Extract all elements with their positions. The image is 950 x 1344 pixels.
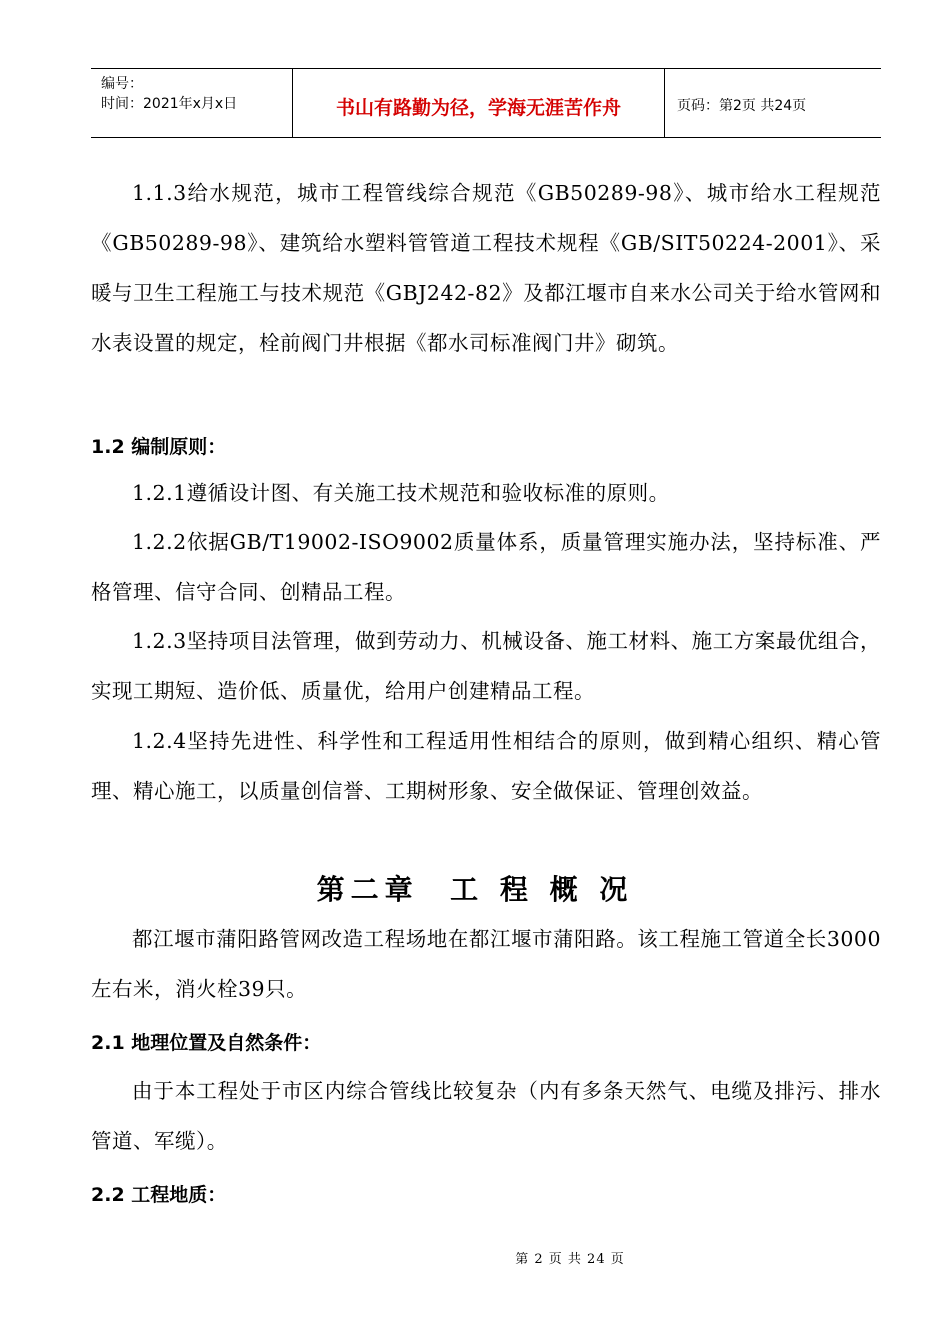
section-heading-1-2: 1.2 编制原则： xyxy=(91,436,227,458)
paragraph-1-2-2: 1.2.2依据GB/T19002-ISO9002质量体系，质量管理实施办法，坚持标准、严格管理、信守合同、创精品工程。 xyxy=(91,530,881,604)
page-footer: 第 2 页 共 24 页 xyxy=(515,1252,625,1267)
paragraph-2-1: 由于本工程处于市区内综合管线比较复杂（内有多条天然气、电缆及排污、排水管道、军缆）。 xyxy=(91,1079,881,1153)
paragraph-1-2-1: 1.2.1遵循设计图、有关施工技术规范和验收标准的原则。 xyxy=(132,481,670,505)
header-page-cell xyxy=(665,69,881,137)
paragraph-1-2-3: 1.2.3坚持项目法管理，做到劳动力、机械设备、施工材料、施工方案最优组合，实现工期短、造价低、质量优，给用户创建精品工程。 xyxy=(91,629,881,703)
paragraph-1-1-3: 1.1.3给水规范，城市工程管线综合规范《GB50289-98》、城市给水工程规范《GB50289-98》、建筑给水塑料管管道工程技术规程《GB/SIT50224-2001》、采暖与卫生工程施工与技术规范《GBJ242-82》及都江堰市自来水公司关于给水管网和水表设置的规定，栓前阀门井根据《都水司标准阀门井》砌筑。 xyxy=(91,181,881,355)
date-label: 时间：2021年x月x日 xyxy=(101,96,238,112)
header-motto-cell xyxy=(293,69,665,137)
paragraph-1-2-4: 1.2.4坚持先进性、科学性和工程适用性相结合的原则，做到精心组织、精心管理、精心施工，以质量创信誉、工期树形象、安全做保证、管理创效益。 xyxy=(91,729,881,803)
page-header xyxy=(91,68,881,138)
paragraph-overview: 都江堰市蒲阳路管网改造工程场地在都江堰市蒲阳路。该工程施工管道全长3000左右米，消火栓39只。 xyxy=(91,927,881,1001)
number-label: 编号： xyxy=(101,76,143,92)
motto-text: 书山有路勤为径，学海无涯苦作舟 xyxy=(335,97,621,119)
chapter-title: 第二章 工 程 概 况 xyxy=(316,873,634,906)
header-meta-cell xyxy=(91,69,293,137)
page-code: 页码：第2页 共24页 xyxy=(677,98,807,114)
section-heading-2-1: 2.1 地理位置及自然条件： xyxy=(91,1032,322,1054)
section-heading-2-2: 2.2 工程地质： xyxy=(91,1184,227,1206)
